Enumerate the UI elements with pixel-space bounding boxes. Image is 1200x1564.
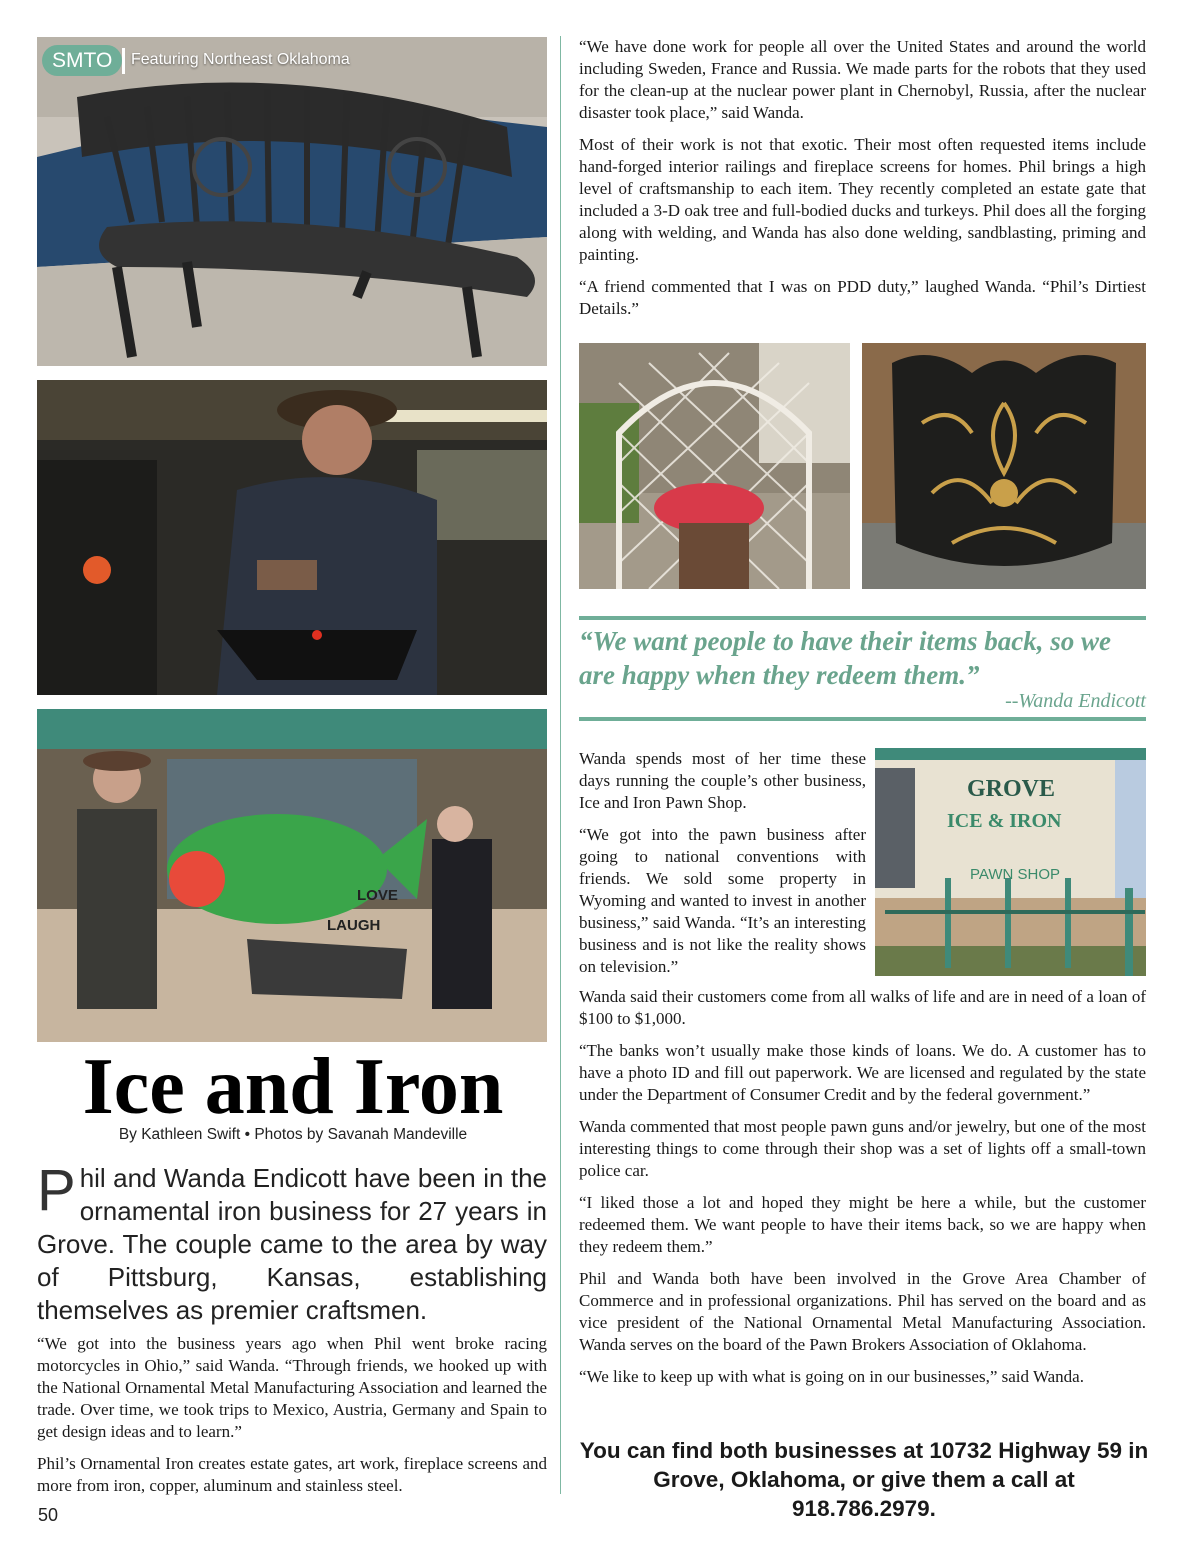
body-paragraph: Phil and Wanda both have been involved in the Grove Area Chamber of Commerce and in professional organizations. Phil has served on the board and as vice president of the National Ornamental Metal Manufacturing Association. Wanda serves on the board of the Pawn Brokers Association of Oklahoma. (579, 1269, 1146, 1354)
byline: By Kathleen Swift • Photos by Savanah Mandeville (118, 1126, 468, 1143)
pullquote-top-rule (579, 616, 1146, 620)
body-paragraph: “I liked those a lot and hoped they might be here a while, but the customer redeemed them. We want people to have their items back, so we are happy when they redeem them.” (579, 1193, 1146, 1256)
body-paragraph: “The banks won’t usually make those kinds of loans. We do. A customer has to have a photo ID and fill out paperwork. We are licensed and regulated by the state under the Department of Consumer Credit and by the federal government.” (579, 1041, 1146, 1104)
left-column-text (37, 1333, 547, 1507)
trellis-photo (579, 343, 850, 589)
tag-divider (122, 48, 125, 74)
bench-word-laugh: LAUGH (327, 917, 381, 934)
bench-word-love: LOVE (357, 887, 398, 904)
section-subtitle: Featuring Northeast Oklahoma (131, 51, 350, 68)
body-paragraph: “We got into the business years ago when Phil went broke racing motorcycles in Ohio,” said Wanda. “Through friends, we hooked up with the National Ornamental Metal Manufacturing Association and learned the trade. Over time, we took trips to Mexico, Austria, Germany and Spain to get design ideas and to learn.” (37, 1334, 547, 1441)
column-divider (560, 36, 561, 1494)
pull-quote: “We want people to have their items back, so we are happy when they redeem them.” (579, 626, 1111, 690)
shop-sign-ice-iron: ICE & IRON (947, 810, 1062, 832)
body-paragraph: Wanda said their customers come from all walks of life and are in need of a loan of $100 to $1,000. (579, 987, 1146, 1028)
pullquote-bottom-rule (579, 717, 1146, 721)
forge-photo (37, 380, 547, 695)
pull-quote-attribution: --Wanda Endicott (1005, 690, 1146, 712)
body-paragraph: “A friend commented that I was on PDD duty,” laughed Wanda. “Phil’s Dirtiest Details.” (579, 277, 1146, 318)
body-paragraph: Wanda spends most of her time these days running the couple’s other business, Ice and Iron Pawn Shop. (579, 749, 866, 812)
call-to-action: You can find both businesses at 10732 Highway 59 in Grove, Oklahoma, or give them a call at 918.786.2979. (579, 1438, 1149, 1521)
couple-fish-photo (37, 709, 547, 1042)
lede-paragraph (37, 1158, 547, 1327)
article-title: Ice and Iron (82, 1043, 504, 1131)
right-column-lower-text (579, 986, 1146, 1398)
page-number: 50 (38, 1505, 59, 1525)
lede-text: hil and Wanda Endicott have been in the ornamental iron business for 27 years in Grove. The couple came to the area by way of Pittsburg, Kansas, establishing themselves as premier craftsmen. (37, 1163, 547, 1325)
body-paragraph: Wanda commented that most people pawn guns and/or jewelry, but one of the most interesting things to come through their shop was a set of lights off a small-town police car. (579, 1117, 1146, 1180)
body-paragraph: Most of their work is not that exotic. Their most often requested items include hand-forged interior railings and fireplace screens for homes. Phil brings a high level of craftsmanship to each item. They recently completed an estate gate that included a 3-D oak tree and full-bodied ducks and turkeys. Phil does all the forging along with welding, and Wanda has also done welding, sandblasting, priming and painting. (579, 135, 1146, 264)
drop-cap: P (37, 1158, 76, 1223)
body-paragraph: “We got into the pawn business after going to national conventions with friends. We sold some property in Wyoming and wanted to invest in another business,” said Wanda. “It’s an interesting business and is not like the reality shows on television.” (579, 825, 866, 976)
shop-sign-grove: GROVE (967, 776, 1056, 802)
body-paragraph: “We have done work for people all over the United States and around the world including Sweden, France and Russia. We made parts for the robots that they used for the clean-up at the nuclear power plant in Chernobyl, Russia, after the nuclear disaster took place,” said Wanda. (579, 37, 1146, 122)
section-tag: SMTO (42, 45, 122, 76)
right-column-top-text (579, 36, 1146, 330)
body-paragraph: Phil’s Ornamental Iron creates estate gates, art work, fireplace screens and more from iron, copper, aluminum and stainless steel. (37, 1454, 547, 1495)
pawn-shop-photo (875, 748, 1146, 976)
right-column-mid-text (579, 748, 866, 988)
fireplace-screen-photo (862, 343, 1146, 589)
body-paragraph: “We like to keep up with what is going on in our businesses,” said Wanda. (579, 1367, 1084, 1386)
shop-sign-pawn: PAWN SHOP (970, 866, 1061, 883)
bench-photo (37, 37, 547, 366)
